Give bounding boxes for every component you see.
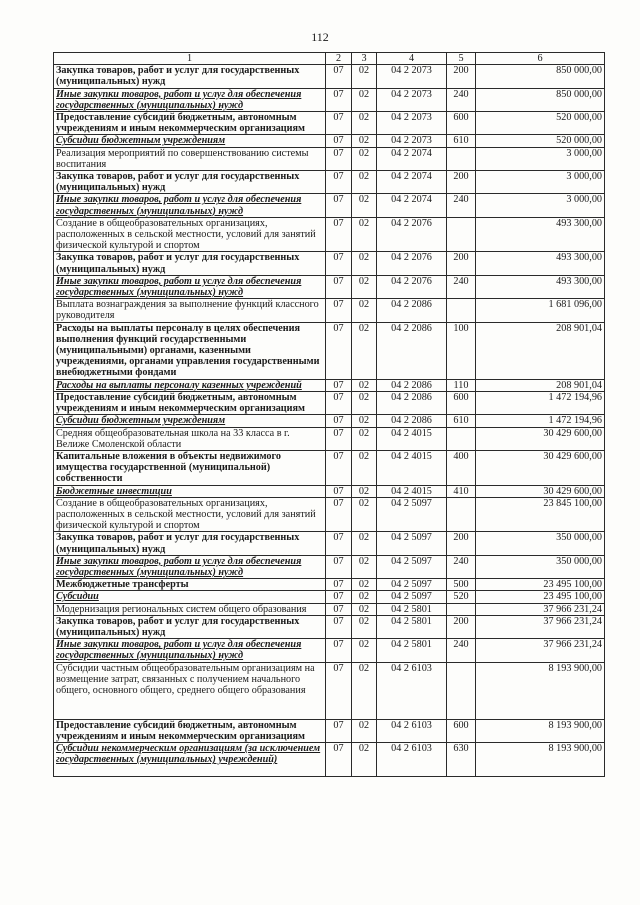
target-article-code: 04 2 5801 [377, 615, 447, 638]
subsection-code: 02 [352, 194, 377, 217]
amount: 30 429 600,00 [476, 427, 605, 450]
section-code: 07 [326, 615, 352, 638]
amount: 8 193 900,00 [476, 662, 605, 719]
target-article-code: 04 2 2073 [377, 88, 447, 111]
subsection-code: 02 [352, 615, 377, 638]
amount: 23 845 100,00 [476, 497, 605, 532]
subsection-code: 02 [352, 485, 377, 497]
table-row [54, 639, 605, 662]
expense-name: Расходы на выплаты персоналу в целях обеспечения выполнения функций государственными (муниципальными) органами, казенными учреждениями, органами управления государственными внебюджетными фондами [54, 322, 326, 379]
section-code: 07 [326, 742, 352, 776]
table-row [54, 379, 605, 391]
column-header: 3 [352, 53, 377, 65]
table-row [54, 497, 605, 532]
amount: 1 472 194,96 [476, 391, 605, 414]
expense-name: Иные закупки товаров, работ и услуг для обеспечения государственных (муниципальных) нужд [54, 275, 326, 298]
target-article-code: 04 2 5097 [377, 555, 447, 578]
expense-name: Создание в общеобразовательных организациях, расположенных в сельской местности, условий для занятий физической культурой и спортом [54, 497, 326, 532]
amount: 350 000,00 [476, 532, 605, 555]
column-header: 2 [326, 53, 352, 65]
section-code: 07 [326, 135, 352, 147]
target-article-code: 04 2 2086 [377, 415, 447, 427]
subsection-code: 02 [352, 603, 377, 615]
expense-name: Субсидии некоммерческим организациям (за исключением государственных (муниципальных) учреждений) [54, 742, 326, 776]
target-article-code: 04 2 2074 [377, 147, 447, 170]
target-article-code: 04 2 5801 [377, 603, 447, 615]
table-row [54, 662, 605, 719]
amount: 30 429 600,00 [476, 485, 605, 497]
subsection-code: 02 [352, 532, 377, 555]
expense-name: Иные закупки товаров, работ и услуг для обеспечения государственных (муниципальных) нужд [54, 194, 326, 217]
table-row [54, 532, 605, 555]
expense-name: Предоставление субсидий бюджетным, автономным учреждениям и иным некоммерческим организациям [54, 112, 326, 135]
expense-name: Средняя общеобразовательная школа на 33 класса в г. Велиже Смоленской области [54, 427, 326, 450]
expense-type-code: 610 [447, 415, 476, 427]
amount: 208 901,04 [476, 322, 605, 379]
expense-name: Предоставление субсидий бюджетным, автономным учреждениям и иным некоммерческим организациям [54, 391, 326, 414]
table-row [54, 299, 605, 322]
amount: 1 681 096,00 [476, 299, 605, 322]
target-article-code: 04 2 4015 [377, 485, 447, 497]
expense-type-code: 240 [447, 639, 476, 662]
expense-type-code [447, 147, 476, 170]
target-article-code: 04 2 2086 [377, 322, 447, 379]
amount: 1 472 194,96 [476, 415, 605, 427]
target-article-code: 04 2 2086 [377, 391, 447, 414]
expense-type-code: 400 [447, 450, 476, 485]
expense-name: Иные закупки товаров, работ и услуг для обеспечения государственных (муниципальных) нужд [54, 639, 326, 662]
table-row [54, 579, 605, 591]
amount: 850 000,00 [476, 65, 605, 88]
subsection-code: 02 [352, 639, 377, 662]
expense-type-code: 600 [447, 719, 476, 742]
section-code: 07 [326, 112, 352, 135]
target-article-code: 04 2 2076 [377, 275, 447, 298]
section-code: 07 [326, 391, 352, 414]
table-row [54, 112, 605, 135]
subsection-code: 02 [352, 719, 377, 742]
expense-name: Предоставление субсидий бюджетным, автономным учреждениям и иным некоммерческим организациям [54, 719, 326, 742]
section-code: 07 [326, 427, 352, 450]
table-row [54, 275, 605, 298]
subsection-code: 02 [352, 379, 377, 391]
amount: 37 966 231,24 [476, 615, 605, 638]
expense-name: Выплата вознаграждения за выполнение функций классного руководителя [54, 299, 326, 322]
target-article-code: 04 2 2073 [377, 112, 447, 135]
amount: 23 495 100,00 [476, 579, 605, 591]
amount: 493 300,00 [476, 252, 605, 275]
target-article-code: 04 2 5097 [377, 579, 447, 591]
expense-name: Капитальные вложения в объекты недвижимого имущества государственной (муниципальной) собственности [54, 450, 326, 485]
amount: 520 000,00 [476, 135, 605, 147]
expense-type-code [447, 217, 476, 252]
subsection-code: 02 [352, 299, 377, 322]
table-row [54, 603, 605, 615]
expense-type-code: 100 [447, 322, 476, 379]
budget-table [53, 52, 605, 777]
expense-name: Закупка товаров, работ и услуг для государственных (муниципальных) нужд [54, 252, 326, 275]
target-article-code: 04 2 2086 [377, 299, 447, 322]
subsection-code: 02 [352, 742, 377, 776]
expense-type-code: 240 [447, 194, 476, 217]
column-header: 6 [476, 53, 605, 65]
subsection-code: 02 [352, 171, 377, 194]
table-row [54, 194, 605, 217]
expense-name: Закупка товаров, работ и услуг для государственных (муниципальных) нужд [54, 65, 326, 88]
table-row [54, 171, 605, 194]
expense-name: Закупка товаров, работ и услуг для государственных (муниципальных) нужд [54, 532, 326, 555]
subsection-code: 02 [352, 135, 377, 147]
column-header: 1 [54, 53, 326, 65]
expense-name: Модернизация региональных систем общего образования [54, 603, 326, 615]
subsection-code: 02 [352, 497, 377, 532]
target-article-code: 04 2 6103 [377, 742, 447, 776]
expense-type-code: 610 [447, 135, 476, 147]
expense-name: Межбюджетные трансферты [54, 579, 326, 591]
target-article-code: 04 2 2074 [377, 171, 447, 194]
section-code: 07 [326, 322, 352, 379]
section-code: 07 [326, 555, 352, 578]
table-row [54, 415, 605, 427]
amount: 8 193 900,00 [476, 719, 605, 742]
section-code: 07 [326, 252, 352, 275]
table-row [54, 427, 605, 450]
expense-type-code [447, 662, 476, 719]
section-code: 07 [326, 591, 352, 603]
table-row [54, 450, 605, 485]
section-code: 07 [326, 415, 352, 427]
table-header-row [54, 53, 605, 65]
table-row [54, 719, 605, 742]
expense-name: Субсидии [54, 591, 326, 603]
expense-name: Субсидии бюджетным учреждениям [54, 415, 326, 427]
target-article-code: 04 2 5097 [377, 497, 447, 532]
subsection-code: 02 [352, 555, 377, 578]
section-code: 07 [326, 639, 352, 662]
subsection-code: 02 [352, 65, 377, 88]
expense-type-code: 630 [447, 742, 476, 776]
section-code: 07 [326, 485, 352, 497]
subsection-code: 02 [352, 391, 377, 414]
section-code: 07 [326, 497, 352, 532]
target-article-code: 04 2 4015 [377, 450, 447, 485]
subsection-code: 02 [352, 217, 377, 252]
amount: 208 901,04 [476, 379, 605, 391]
subsection-code: 02 [352, 662, 377, 719]
amount: 493 300,00 [476, 275, 605, 298]
target-article-code: 04 2 2076 [377, 252, 447, 275]
section-code: 07 [326, 299, 352, 322]
section-code: 07 [326, 217, 352, 252]
amount: 350 000,00 [476, 555, 605, 578]
expense-type-code: 520 [447, 591, 476, 603]
target-article-code: 04 2 4015 [377, 427, 447, 450]
expense-type-code: 600 [447, 391, 476, 414]
expense-name: Создание в общеобразовательных организациях, расположенных в сельской местности, условий для занятий физической культурой и спортом [54, 217, 326, 252]
expense-type-code [447, 299, 476, 322]
section-code: 07 [326, 579, 352, 591]
table-row [54, 615, 605, 638]
subsection-code: 02 [352, 427, 377, 450]
amount: 3 000,00 [476, 194, 605, 217]
expense-name: Субсидии бюджетным учреждениям [54, 135, 326, 147]
expense-name: Бюджетные инвестиции [54, 485, 326, 497]
amount: 3 000,00 [476, 171, 605, 194]
column-header: 4 [377, 53, 447, 65]
expense-name: Расходы на выплаты персоналу казенных учреждений [54, 379, 326, 391]
expense-type-code: 200 [447, 65, 476, 88]
target-article-code: 04 2 6103 [377, 719, 447, 742]
expense-type-code [447, 603, 476, 615]
amount: 520 000,00 [476, 112, 605, 135]
amount: 493 300,00 [476, 217, 605, 252]
section-code: 07 [326, 275, 352, 298]
subsection-code: 02 [352, 591, 377, 603]
subsection-code: 02 [352, 415, 377, 427]
target-article-code: 04 2 2074 [377, 194, 447, 217]
section-code: 07 [326, 171, 352, 194]
subsection-code: 02 [352, 322, 377, 379]
expense-type-code: 200 [447, 252, 476, 275]
subsection-code: 02 [352, 275, 377, 298]
section-code: 07 [326, 379, 352, 391]
target-article-code: 04 2 2073 [377, 135, 447, 147]
section-code: 07 [326, 532, 352, 555]
section-code: 07 [326, 662, 352, 719]
amount: 3 000,00 [476, 147, 605, 170]
section-code: 07 [326, 603, 352, 615]
expense-type-code: 500 [447, 579, 476, 591]
table-row [54, 252, 605, 275]
expense-type-code: 240 [447, 275, 476, 298]
table-row [54, 217, 605, 252]
expense-type-code: 410 [447, 485, 476, 497]
amount: 23 495 100,00 [476, 591, 605, 603]
page-number: 112 [311, 30, 329, 44]
target-article-code: 04 2 5801 [377, 639, 447, 662]
table-row [54, 591, 605, 603]
table-row [54, 88, 605, 111]
section-code: 07 [326, 88, 352, 111]
section-code: 07 [326, 450, 352, 485]
target-article-code: 04 2 2073 [377, 65, 447, 88]
subsection-code: 02 [352, 252, 377, 275]
table-row [54, 147, 605, 170]
expense-type-code: 110 [447, 379, 476, 391]
amount: 850 000,00 [476, 88, 605, 111]
table-row [54, 135, 605, 147]
table-row [54, 65, 605, 88]
section-code: 07 [326, 147, 352, 170]
expense-name: Иные закупки товаров, работ и услуг для обеспечения государственных (муниципальных) нужд [54, 555, 326, 578]
amount: 8 193 900,00 [476, 742, 605, 776]
expense-type-code: 240 [447, 88, 476, 111]
table-row [54, 485, 605, 497]
expense-type-code: 200 [447, 532, 476, 555]
table-row [54, 555, 605, 578]
expense-type-code: 200 [447, 615, 476, 638]
subsection-code: 02 [352, 579, 377, 591]
table-row [54, 322, 605, 379]
amount: 37 966 231,24 [476, 603, 605, 615]
amount: 37 966 231,24 [476, 639, 605, 662]
expense-name: Субсидии частным общеобразовательным организациям на возмещение затрат, связанных с получением начального общего, основного общего, среднего общего образования [54, 662, 326, 719]
target-article-code: 04 2 2086 [377, 379, 447, 391]
expense-type-code [447, 427, 476, 450]
column-header: 5 [447, 53, 476, 65]
expense-type-code: 600 [447, 112, 476, 135]
target-article-code: 04 2 5097 [377, 532, 447, 555]
section-code: 07 [326, 194, 352, 217]
expense-name: Закупка товаров, работ и услуг для государственных (муниципальных) нужд [54, 615, 326, 638]
expense-name: Реализация мероприятий по совершенствованию системы воспитания [54, 147, 326, 170]
expense-type-code: 240 [447, 555, 476, 578]
target-article-code: 04 2 2076 [377, 217, 447, 252]
section-code: 07 [326, 65, 352, 88]
table-row [54, 391, 605, 414]
subsection-code: 02 [352, 88, 377, 111]
expense-name: Иные закупки товаров, работ и услуг для обеспечения государственных (муниципальных) нужд [54, 88, 326, 111]
table-row [54, 742, 605, 776]
target-article-code: 04 2 5097 [377, 591, 447, 603]
expense-type-code [447, 497, 476, 532]
subsection-code: 02 [352, 450, 377, 485]
subsection-code: 02 [352, 112, 377, 135]
section-code: 07 [326, 719, 352, 742]
expense-name: Закупка товаров, работ и услуг для государственных (муниципальных) нужд [54, 171, 326, 194]
target-article-code: 04 2 6103 [377, 662, 447, 719]
expense-type-code: 200 [447, 171, 476, 194]
amount: 30 429 600,00 [476, 450, 605, 485]
subsection-code: 02 [352, 147, 377, 170]
